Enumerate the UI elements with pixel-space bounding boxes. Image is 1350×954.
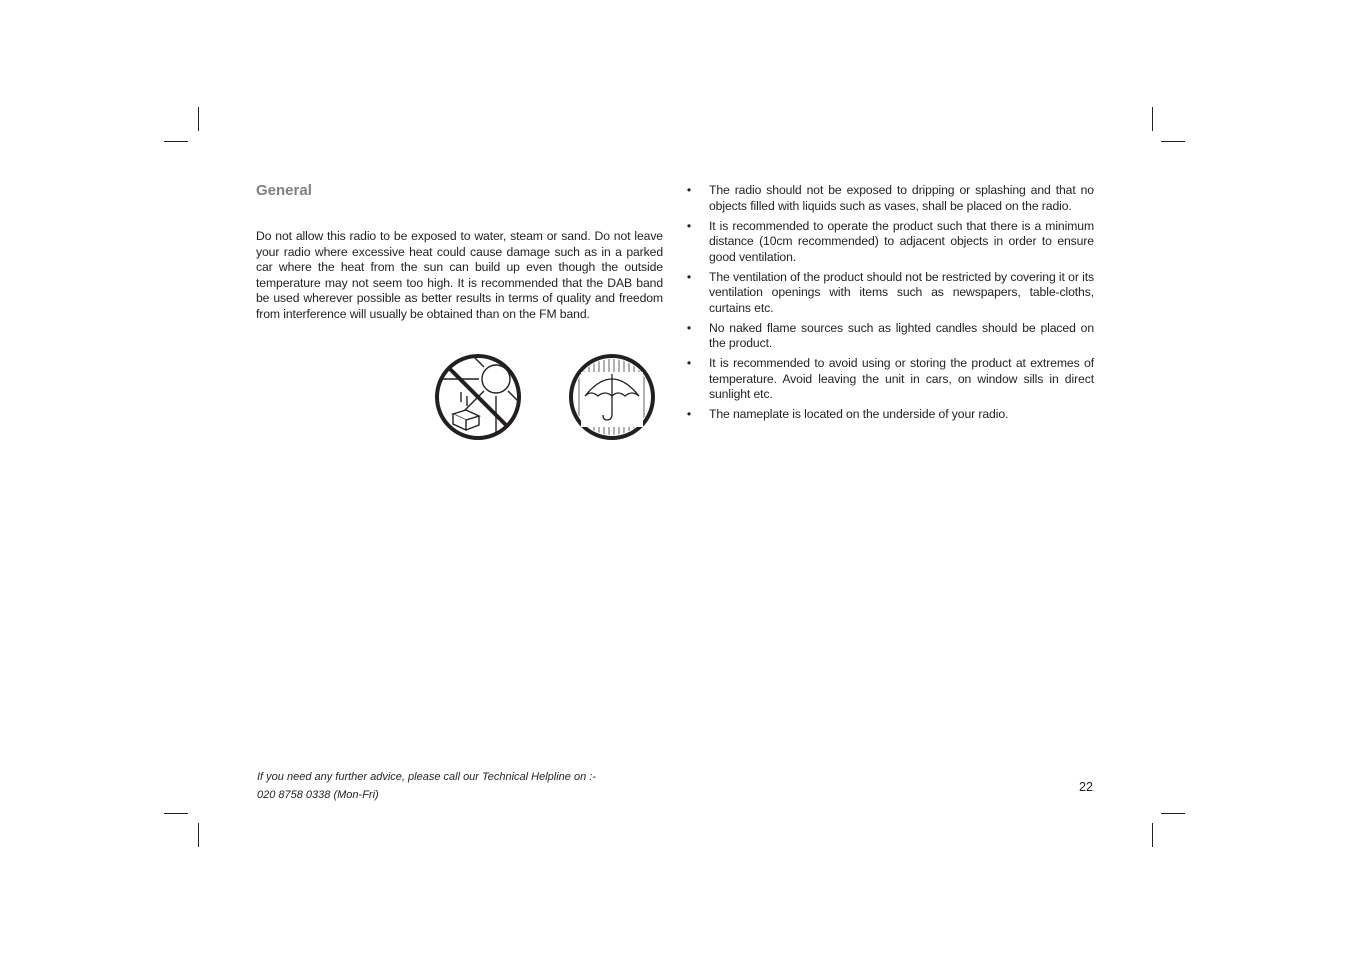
crop-mark-top-right-horizontal: [1161, 141, 1185, 142]
list-item-text: The ventilation of the product should not be restricted by covering it or its ventilation openings with items such as newspapers, table-cloths, curtains etc.: [709, 269, 1094, 315]
crop-mark-top-left-vertical: [198, 107, 199, 131]
page-number: 22: [1079, 780, 1093, 794]
list-item: [684, 356, 1094, 403]
crop-mark-bottom-right-horizontal: [1161, 813, 1185, 814]
bullet: •: [686, 320, 692, 335]
list-item-text: It is recommended to avoid using or storing the product at extremes of temperature. Avoid leaving the unit in cars, on window sills in direct sunlight etc.: [709, 356, 1094, 401]
crop-mark-top-right-vertical: [1152, 107, 1153, 131]
list-item: [684, 219, 1094, 266]
crop-mark-bottom-left-horizontal: [164, 813, 188, 814]
umbrella-rain-icon: [567, 352, 657, 442]
bullet: •: [686, 218, 692, 233]
intro-paragraph: Do not allow this radio to be exposed to water, steam or sand. Do not leave your radio where excessive heat could cause damage such as in a parked car where the heat from the sun can build up even though the outside temperature may not seem too high. It is recommended that the DAB band be used wherever possible as better results in terms of quality and freedom from interference will usually be obtained than on the FM band.: [256, 229, 663, 321]
list-item-text: It is recommended to operate the product such that there is a minimum distance (10cm recommended) to adjacent objects in order to ensure good ventilation.: [709, 218, 1094, 264]
bullet: •: [686, 269, 692, 284]
safety-warnings-list: [684, 183, 1094, 427]
bullet: •: [686, 356, 692, 370]
list-item: [684, 407, 1094, 423]
helpline-phone: 020 8758 0338 (Mon-Fri): [257, 789, 379, 801]
list-item-text: No naked flame sources such as lighted candles should be placed on the product.: [709, 320, 1094, 350]
helpline-note: [257, 768, 596, 804]
list-item: [684, 321, 1094, 352]
bullet: •: [686, 183, 692, 197]
list-item-text: The radio should not be exposed to dripping or splashing and that no objects filled with liquids such as vases, shall be placed on the radio.: [709, 183, 1094, 213]
helpline-text: If you need any further advice, please call our Technical Helpline on :-: [257, 771, 596, 783]
crop-mark-bottom-left-vertical: [198, 823, 199, 847]
crop-mark-bottom-right-vertical: [1152, 823, 1153, 847]
crop-mark-top-left-horizontal: [164, 141, 188, 142]
list-item: [684, 183, 1094, 214]
section-heading: General: [256, 182, 312, 199]
bullet: •: [686, 407, 692, 421]
no-sun-heat-icon: [433, 352, 523, 442]
list-item: [684, 270, 1094, 317]
list-item-text: The nameplate is located on the underside of your radio.: [709, 407, 1009, 421]
